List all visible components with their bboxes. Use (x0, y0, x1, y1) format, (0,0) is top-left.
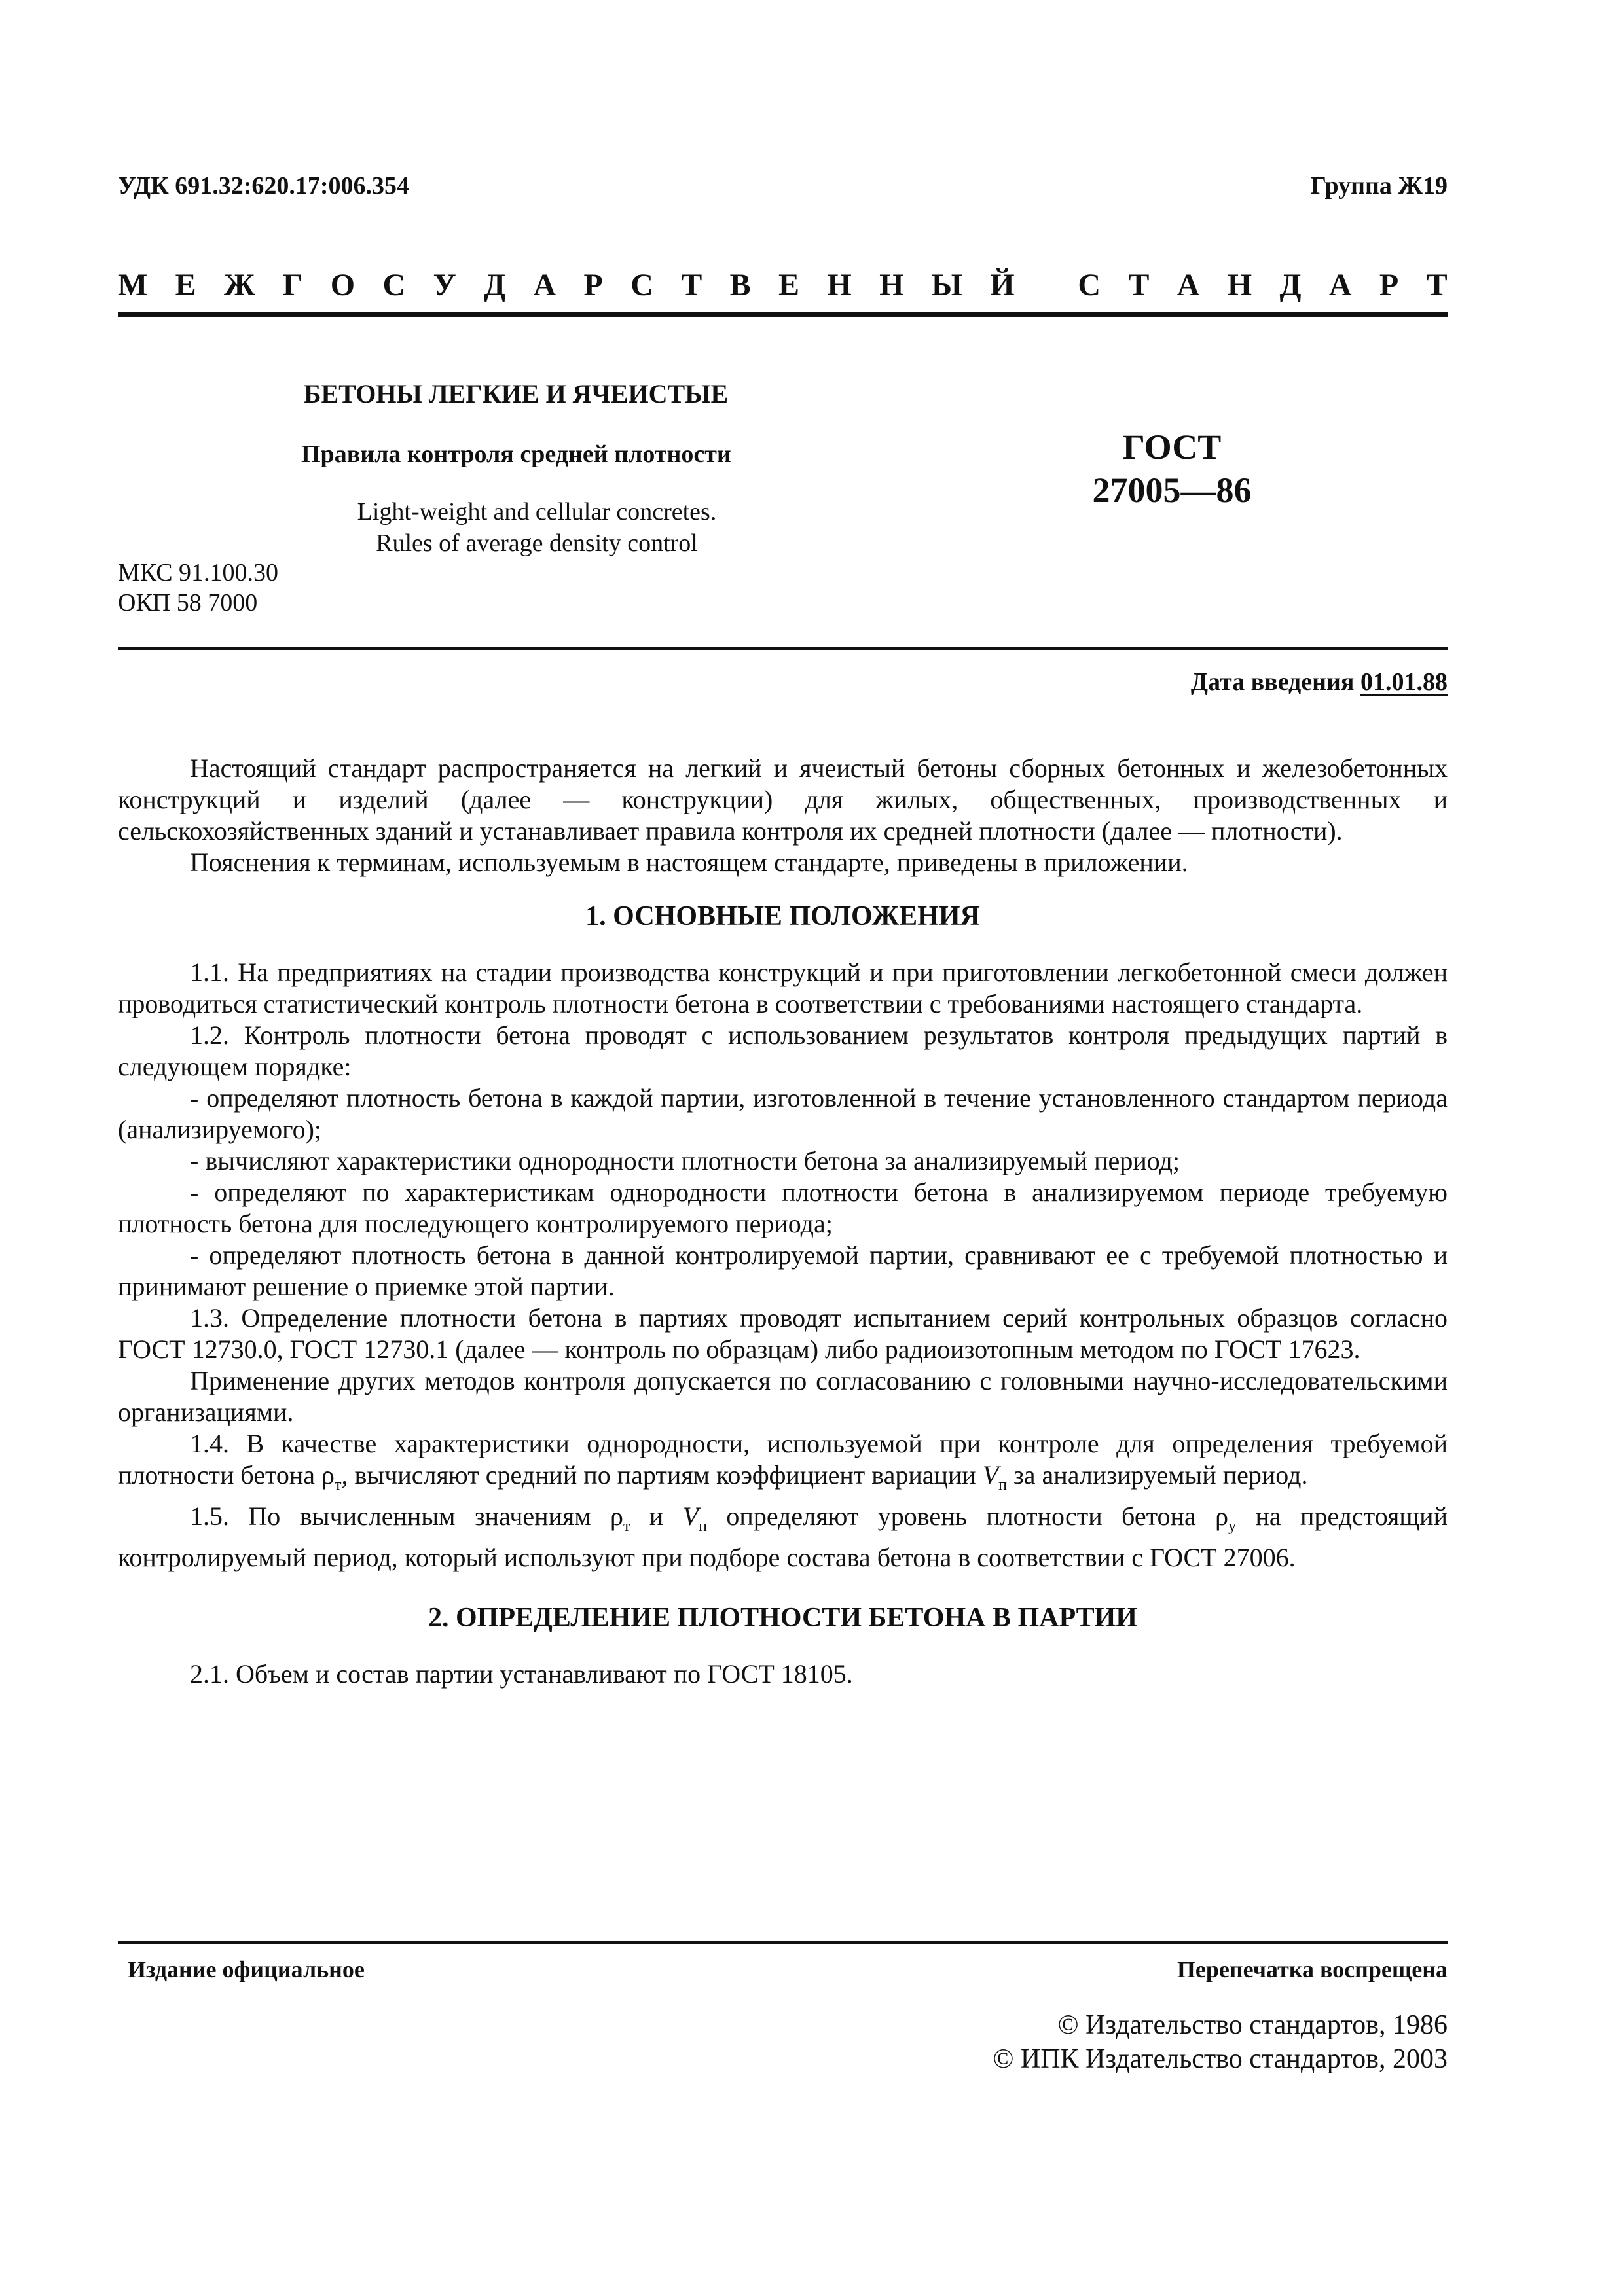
heading-letter: Д (1279, 268, 1302, 302)
english-title-line-1: Light-weight and cellular concretes. (357, 498, 717, 526)
heading-letter: Т (681, 268, 702, 302)
footer-rule (118, 1941, 1448, 1944)
clause-1-2-item-c: - определяют по характеристикам однородности плотности бетона в анализируемом периоде требуемую плотность бетона для последующего контролируемого периода; (118, 1177, 1448, 1238)
heading-letter: Е (778, 268, 800, 302)
english-title-line-2: Rules of average density control (376, 529, 698, 557)
heading-letter: О (330, 268, 356, 302)
heading-letter: Е (175, 268, 196, 302)
clause-2-1: 2.1. Объем и состав партии устанавливают по ГОСТ 18105. (190, 1659, 853, 1689)
gost-label: ГОСТ (1122, 427, 1222, 467)
clause-1-2-item-b: - вычисляют характеристики однородности плотности бетона за анализируемый период; (190, 1146, 1180, 1175)
heading-letter: А (533, 268, 556, 302)
effective-date-label: Дата введения (1190, 668, 1355, 696)
heading-letter: Р (1379, 268, 1399, 302)
heading-letter: С (382, 268, 406, 302)
heading-letter: Р (583, 268, 603, 302)
heading-letter: У (433, 268, 456, 302)
udk-code: УДК 691.32:620.17:006.354 (118, 172, 410, 200)
document-title: БЕТОНЫ ЛЕГКИЕ И ЯЧЕИСТЫЕ (304, 379, 729, 408)
official-edition: Издание официальное (128, 1956, 365, 1982)
top-rule (118, 312, 1448, 317)
effective-date-value: 01.01.88 (1360, 668, 1448, 696)
copyright-2003: © ИПК Издательство стандартов, 2003 (993, 2044, 1448, 2074)
okp-code: ОКП 58 7000 (118, 589, 258, 617)
clause-1-4: 1.4. В качестве характеристики однородности, используемой при контроле для определения требуемой плотности бетона $\rho_т$, вычисляют средний по партиям коэффициент вариации $V_п$ за анализируемый период. (118, 1429, 1448, 1494)
heading-letter: Ж (224, 268, 255, 302)
clause-1-3-note: Применение других методов контроля допускается по согласованию с головными научно-исследовательскими организациями. (118, 1366, 1448, 1427)
heading-letter: С (1078, 268, 1101, 302)
reprint-prohibited: Перепечатка воспрещена (1176, 1956, 1448, 1982)
heading-letter: А (1176, 268, 1200, 302)
interstate-standard-heading (118, 267, 1448, 303)
gost-number: 27005—86 (1092, 471, 1252, 510)
heading-letter: Т (1128, 268, 1150, 302)
heading-word-gap (1042, 267, 1050, 303)
heading-letter: Й (990, 268, 1015, 302)
clause-1-3: 1.3. Определение плотности бетона в партиях проводят испытанием серий контрольных образцов согласно ГОСТ 12730.0, ГОСТ 12730.1 (далее — контроль по образцам) либо радиоизотопным методом по ГОСТ 17623. (118, 1303, 1448, 1364)
heading-letter: А (1328, 268, 1352, 302)
group-code: Группа Ж19 (1310, 172, 1448, 200)
heading-letter: М (118, 268, 148, 302)
effective-date (1191, 668, 1448, 696)
heading-letter: Н (827, 268, 852, 302)
clause-1-5: 1.5. По вычисленным значениям $\rho_т$ и $V_п$ определяют уровень плотности бетона $\rho_у$ на предстоящий контролируемый период, который используют при подборе состава бетона в соответствии с ГОСТ 27006. (118, 1501, 1448, 1572)
clause-1-2: 1.2. Контроль плотности бетона проводят с использованием результатов контроля предыдущих партий в следующем порядке: (118, 1020, 1448, 1081)
heading-letter: В (729, 268, 751, 302)
heading-letter: Н (879, 268, 904, 302)
heading-letter: Г (282, 268, 303, 302)
copyright-1986: © Издательство стандартов, 1986 (1057, 2010, 1448, 2040)
gost-designation (1074, 425, 1270, 512)
mks-code: МКС 91.100.30 (118, 559, 279, 586)
title-block-rule (118, 647, 1448, 650)
heading-letter: Ы (931, 268, 962, 302)
copyright-block (993, 2008, 1448, 2076)
section-1-heading: 1. ОСНОВНЫЕ ПОЛОЖЕНИЯ (585, 901, 980, 931)
heading-letter: Д (484, 268, 506, 302)
clause-1-2-item-a: - определяют плотность бетона в каждой партии, изготовленной в течение установленного стандартом периода (анализируемого); (118, 1083, 1448, 1144)
heading-letter: Н (1227, 268, 1252, 302)
heading-letter: С (630, 268, 653, 302)
document-subtitle: Правила контроля средней плотности (301, 440, 731, 468)
clause-1-2-item-d: - определяют плотность бетона в данной контролируемой партии, сравнивают ее с требуемой плотностью и принимают решение о приемке этой партии. (118, 1240, 1448, 1301)
document-body (118, 753, 1448, 1690)
intro-paragraph-1: Настоящий стандарт распространяется на легкий и ячеистый бетоны сборных бетонных и железобетонных конструкций и изделий (далее — конструкции) для жилых, общественных, производственных и сельскохозяйственных зданий и устанавливает правила контроля их средней плотности (далее — плотности). (118, 753, 1448, 846)
clause-1-1: 1.1. На предприятиях на стадии производства конструкций и при приготовлении легкобетонной смеси должен проводиться статистический контроль плотности бетона в соответствии с требованиями настоящего стандарта. (118, 958, 1448, 1018)
section-2-heading: 2. ОПРЕДЕЛЕНИЕ ПЛОТНОСТИ БЕТОНА В ПАРТИИ (428, 1603, 1137, 1633)
intro-paragraph-2: Пояснения к терминам, используемым в настоящем стандарте, приведены в приложении. (190, 848, 1188, 877)
english-title (327, 496, 746, 559)
heading-letter: Т (1426, 268, 1448, 302)
classification-codes (118, 558, 278, 618)
